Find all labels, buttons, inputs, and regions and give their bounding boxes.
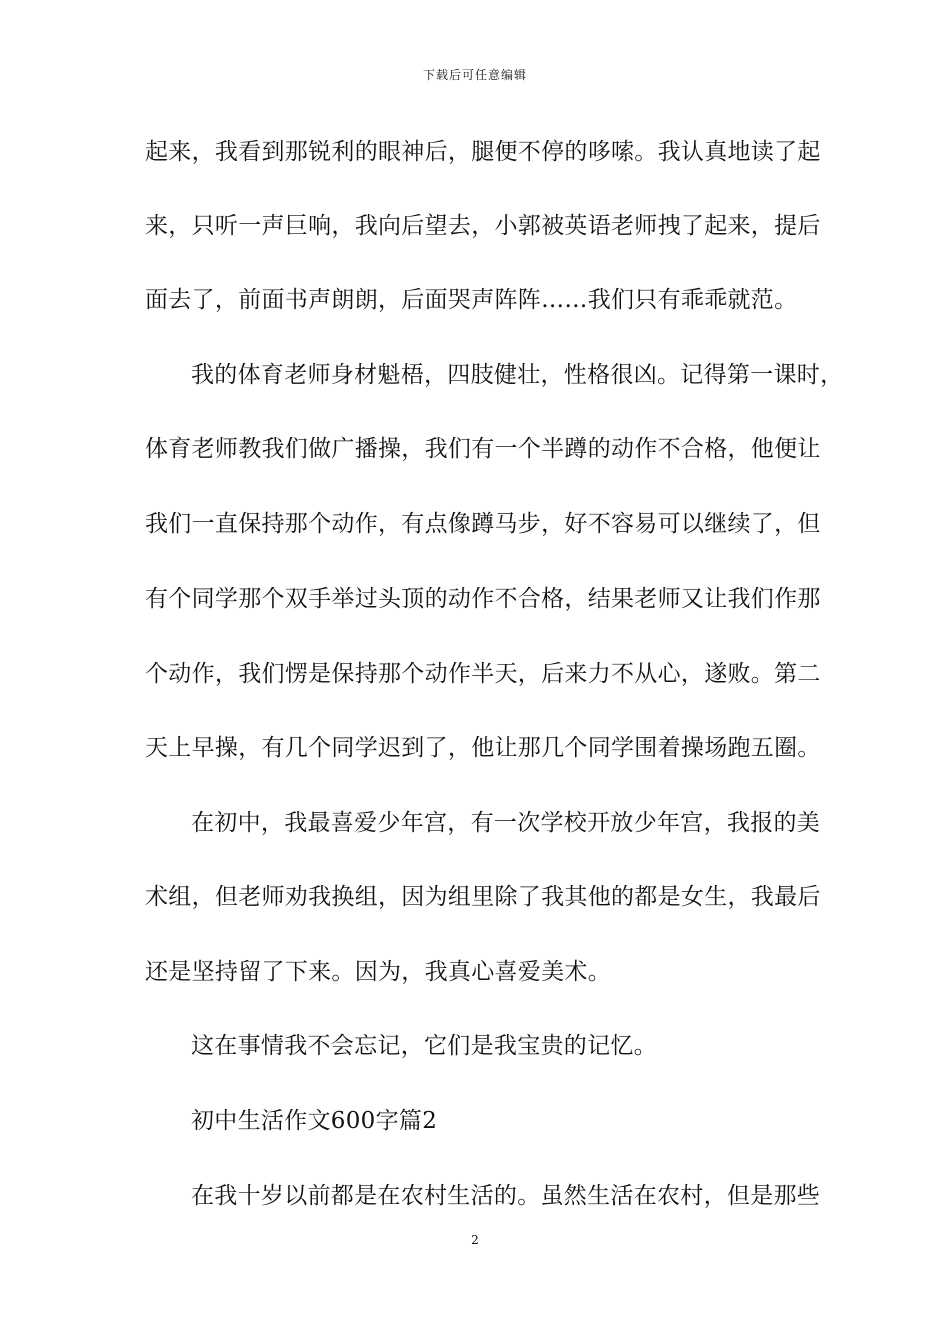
section-heading: 初中生活作文600字篇2: [191, 1108, 438, 1134]
paragraph-line: 这在事情我不会忘记，它们是我宝贵的记忆。: [191, 1033, 657, 1059]
paragraph-line: 我的体育老师身材魁梧，四肢健壮，性格很凶。记得第一课时，: [191, 362, 844, 388]
paragraph-line: 还是坚持留了下来。因为，我真心喜爱美术。: [145, 959, 611, 985]
paragraph-line: 我们一直保持那个动作，有点像蹲马步，好不容易可以继续了，但: [145, 511, 821, 537]
paragraph-line: 有个同学那个双手举过头顶的动作不合格，结果老师又让我们作那: [145, 586, 821, 612]
page-number: 2: [471, 1233, 479, 1247]
paragraph-line: 起来，我看到那锐利的眼神后，腿便不停的哆嗦。我认真地读了起: [145, 139, 821, 165]
paragraph-line: 体育老师教我们做广播操，我们有一个半蹲的动作不合格，他便让: [145, 436, 821, 462]
paragraph-line: 面去了，前面书声朗朗，后面哭声阵阵……我们只有乖乖就范。: [145, 287, 798, 313]
page-header: 下载后可任意编辑: [422, 68, 527, 82]
paragraph-line: 在我十岁以前都是在农村生活的。虽然生活在农村，但是那些: [191, 1183, 821, 1209]
paragraph-line: 术组，但老师劝我换组，因为组里除了我其他的都是女生，我最后: [145, 884, 821, 910]
paragraph-line: 个动作，我们愣是保持那个动作半天，后来力不从心，遂败。第二: [145, 661, 821, 687]
paragraph-line: 在初中，我最喜爱少年宫，有一次学校开放少年宫，我报的美: [191, 810, 821, 836]
paragraph-line: 来，只听一声巨响，我向后望去，小郭被英语老师拽了起来，提后: [145, 213, 821, 239]
paragraph-line: 天上早操，有几个同学迟到了，他让那几个同学围着操场跑五圈。: [145, 735, 821, 761]
